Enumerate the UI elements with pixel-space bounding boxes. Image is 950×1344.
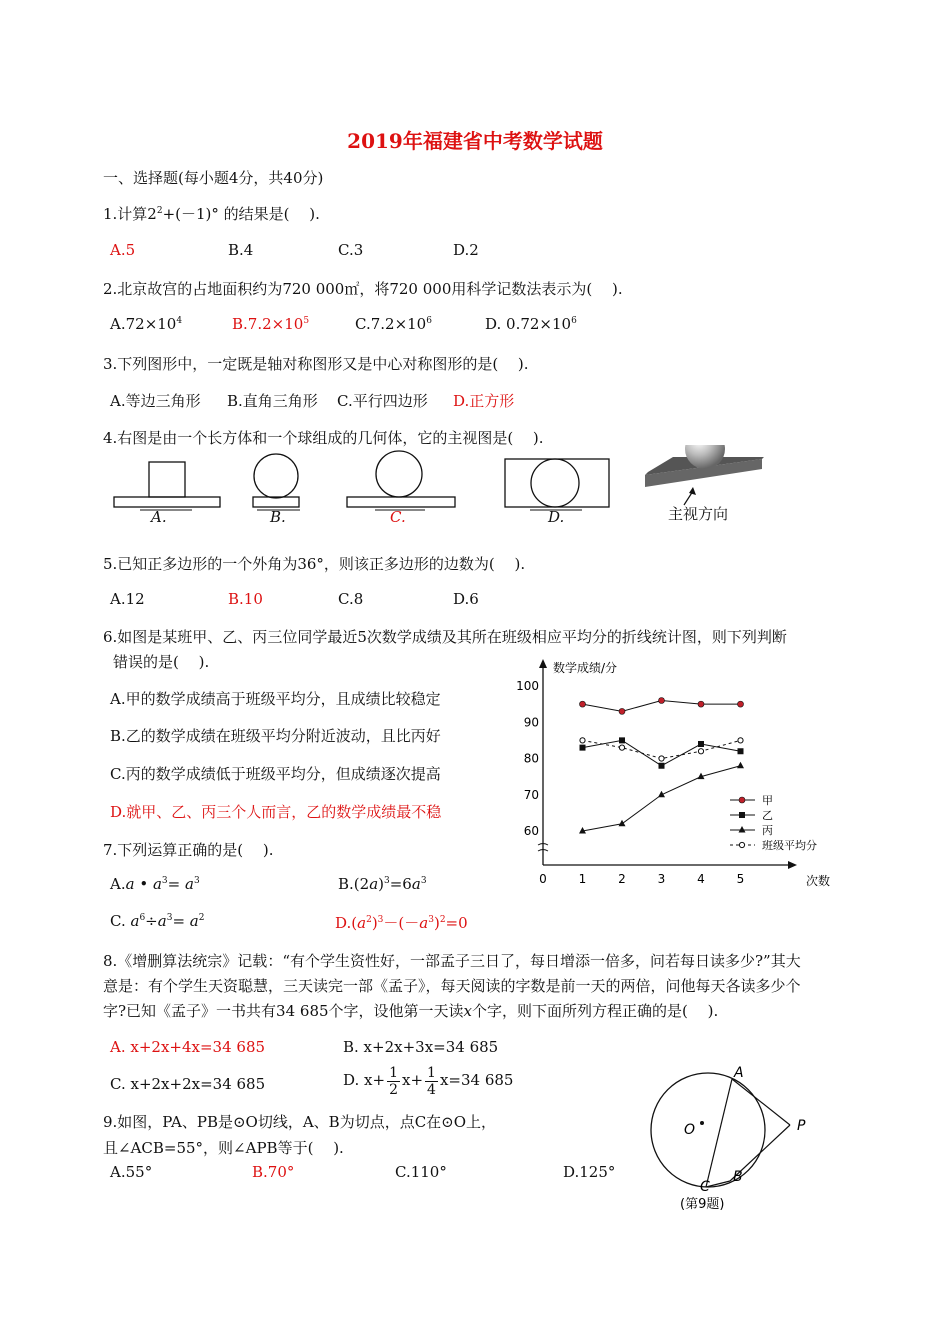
q1-option-b: B.4 [228,241,254,259]
q5-option-a: A.12 [110,590,145,608]
q3-option-a: A.等边三角形 [110,392,201,410]
q9-label-p: P [797,1118,806,1134]
q2-option-a: $A.72\times 10^4$ [110,315,183,333]
question-8-line1: 8.《增删算法统宗》记载：“有个学生资性好，一部孟子三日了，每日增添一倍多，问若每日读多少?”其大 [103,952,801,970]
q9-label-o: O [684,1122,696,1138]
q2-option-b: $B.7.2\times 10^5$ [232,315,310,333]
q9-label-a: A [734,1065,744,1081]
legend-marker [739,797,745,803]
arrow-head-icon [689,487,696,495]
y-tick-label: 90 [523,715,539,730]
q4-a-base [114,497,220,507]
q4-a-square [149,462,185,497]
q9-option-d: D.125° [563,1163,616,1181]
q8-option-a: A. x+2x+4x=34 685 [110,1038,266,1056]
q7-option-d: $D.(a^2)^3-(-a^3)^2=0$ [335,914,468,932]
data-point [659,763,665,769]
q9-circle-figure [640,1063,820,1218]
q3-option-b: B.直角三角形 [227,392,318,410]
legend-label: 甲 [762,794,773,807]
data-point [698,701,704,707]
legend-label: 班级平均分 [762,839,817,852]
q6-option-d: D.就甲、乙、丙三个人而言，乙的数学成绩最不稳 [110,803,442,821]
q9-center-point [700,1121,704,1125]
data-point [698,749,703,754]
series-line-2 [583,740,741,765]
q6-option-b: B.乙的数学成绩在班级平均分附近波动，且比丙好 [110,727,441,745]
question-7-stem: 7.下列运算正确的是( ). [103,841,274,859]
q5-option-b: B.10 [228,590,263,608]
q4-c-circle [376,451,422,497]
q4-label-d: D. [548,508,565,526]
q4-label-c: C. [390,508,406,526]
q7-option-c: C. $a^6\div a^3= a^2$ [110,912,205,930]
question-8-line2: 意是：有个学生天资聪慧，三天读完一部《孟子》，每天阅读的字数是前一天的两倍，问他每天各读多少个 [103,977,801,995]
data-point [738,701,744,707]
fraction-half: $\frac{1}{2}$ [389,1064,398,1098]
question-1-stem: 1.计算$2^2+(-1)^\circ$ 的结果是( ). [103,205,320,223]
data-point [659,756,664,761]
page-title: 2019年福建省中考数学试题 [347,129,603,153]
q9-label-b: B [733,1169,743,1185]
q3-option-d: D.正方形 [453,392,515,410]
q1-option-d: D.2 [453,241,479,259]
x-axis-label: 次数 [806,874,831,888]
q7-option-b: $B.(2a)^3=6a^3$ [338,875,427,893]
q3-option-c: C.平行四边形 [337,392,428,410]
data-point [659,698,665,704]
q5-option-d: D.6 [453,590,479,608]
q9-option-b: B.70° [252,1163,295,1181]
q4-view-label: 主视方向 [668,505,729,523]
q4-d-rect [505,459,609,507]
q8-option-c: C. x+2x+2x=34 685 [110,1075,266,1093]
data-point [619,708,625,714]
q9-tangent-pa [732,1079,790,1125]
q6-option-c: C.丙的数学成绩低于班级平均分，但成绩逐次提高 [110,765,441,783]
question-5-stem: 5.已知正多边形的一个外角为36°，则该正多边形的边数为( ). [103,555,526,573]
q4-c-base [347,497,455,507]
q9-option-c: C.110° [395,1163,447,1181]
q1-option-a: A.5 [110,241,136,259]
q2-option-d: D. $0.72\times 10^6$ [485,315,577,333]
y-tick-label: 60 [523,824,539,838]
x-tick-label: 3 [657,872,666,886]
data-point [580,701,586,707]
x-axis-arrow-icon [788,861,797,869]
question-9-line1: 9.如图，PA、PB是⊙O切线，A、B为切点，点C在⊙O上， [103,1113,497,1131]
x-tick-label: 0 [539,872,547,886]
legend-marker [739,842,744,847]
legend-marker [739,826,746,833]
data-point [738,738,743,743]
q9-option-a: A.55° [110,1163,153,1181]
q9-chord-ac [706,1079,732,1187]
x-tick-label: 5 [736,872,745,886]
legend-label: 乙 [762,809,773,822]
q9-circle [651,1073,765,1187]
legend-marker [739,812,745,818]
question-4-stem: 4.右图是由一个长方体和一个球组成的几何体，它的主视图是( ). [103,429,544,447]
data-point [619,820,626,827]
score-line-chart [500,655,845,895]
q2-option-c: $C.7.2\times 10^6$ [355,315,432,333]
y-axis-label: 数学成绩/分 [553,661,618,675]
y-axis-arrow-icon [539,659,547,668]
question-3-stem: 3.下列图形中，一定既是轴对称图形又是中心对称图形的是( ). [103,355,529,373]
q6-option-a: A.甲的数学成绩高于班级平均分，且成绩比较稳定 [110,690,441,708]
q1-option-c: C.3 [338,241,364,259]
q8-option-d: D. x+ $\frac{1}{2}$ x+ $\frac{1}{4}$ x=34 685 [343,1064,514,1098]
series-line-3 [583,766,741,831]
y-tick-label: 100 [516,679,539,693]
data-point [738,748,744,754]
x-tick-label: 1 [578,872,587,886]
question-6-stem-line1: 6.如图是某班甲、乙、丙三位同学最近5次数学成绩及其所在班级相应平均分的折线统计图，则下列判断 [103,628,787,646]
q9-label-c: C [700,1179,710,1195]
q8-option-b: B. x+2x+3x=34 685 [343,1038,499,1056]
question-2-stem: 2.北京故宫的占地面积约为720 000㎡，将720 000用科学记数法表示为( ). [103,280,623,298]
q4-d-circle [531,459,579,507]
q9-caption: (第9题) [680,1197,725,1212]
q4-label-a: A. [151,508,167,526]
y-tick-label: 70 [523,787,539,802]
x-tick-label: 4 [697,872,705,886]
x-tick-label: 2 [618,872,626,886]
q7-option-a: A.a • $a^3= a^3$ [110,875,200,893]
data-point [737,762,744,769]
q5-option-c: C.8 [338,590,364,608]
question-9-line2: 且∠ACB=55°，则∠APB等于( ). [103,1139,344,1157]
data-point [698,741,704,747]
fraction-quarter: $\frac{1}{4}$ [427,1064,436,1098]
y-tick-label: 80 [523,751,539,766]
legend-label: 丙 [762,824,773,837]
data-point [580,745,586,751]
q4-label-b: B. [270,508,286,526]
question-6-stem-line2: 错误的是( ). [113,653,210,671]
data-point [580,738,585,743]
section-heading: 一、选择题(每小题4分，共40分) [103,169,324,187]
data-point [619,737,625,743]
question-8-line3: 字?已知《孟子》一书共有34 685个字，设他第一天读x个字，则下面所列方程正确的是( ). [103,1002,719,1020]
data-point [619,745,624,750]
q4-b-circle [254,454,298,498]
